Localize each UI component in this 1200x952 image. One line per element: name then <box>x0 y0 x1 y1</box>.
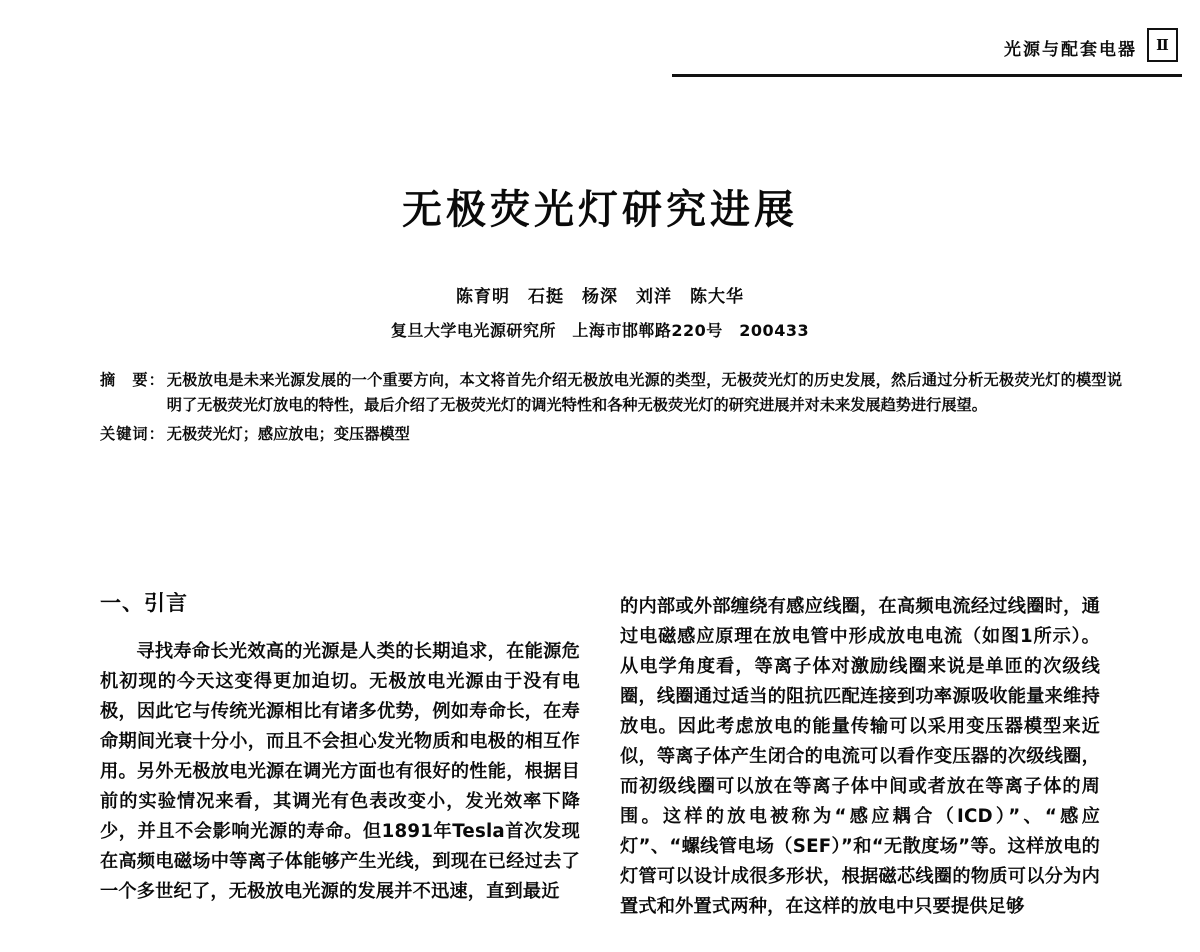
abstract-label: 摘 要： <box>100 371 165 389</box>
section-heading-introduction: 一、引言 <box>100 592 188 615</box>
title-block <box>0 186 1200 341</box>
running-header <box>0 28 1200 78</box>
affiliation-line: 复旦大学电光源研究所 上海市邯郸路220号 200433 <box>390 321 810 340</box>
header-rule <box>672 74 1182 77</box>
keywords-text: 无极荧光灯；感应放电；变压器模型 <box>166 425 410 443</box>
abstract-block <box>100 368 1122 447</box>
abstract-text: 无极放电是未来光源发展的一个重要方向，本文将首先介绍无极放电光源的类型，无极荧光灯的历史发展，然后通过分析无极荧光灯的模型说明了无极荧光灯放电的特性，最后介绍了无极荧光灯的调光特性和各种无极荧光灯的研究进展并对未来发展趋势进行展望。 <box>166 371 1122 414</box>
left-column-paragraph: 寻找寿命长光效高的光源是人类的长期追求，在能源危机初现的今天这变得更加迫切。无极放电光源由于没有电极，因此它与传统光源相比有诸多优势，例如寿命长，在寿命期间光衰十分小，而且不会担心发光物质和电极的相互作用。另外无极放电光源在调光方面也有很好的性能，根据目前的实验情况来看，其调光有色表改变小，发光效率下降少，并且不会影响光源的寿命。但1891年Tesla首次发现在高频电磁场中等离子体能够产生光线，到现在已经过去了一个多世纪了，无极放电光源的发展并不迅速，直到最近 <box>100 641 580 903</box>
right-column <box>620 592 1100 952</box>
right-column-paragraph: 的内部或外部缠绕有感应线圈，在高频电流经过线圈时，通过电磁感应原理在放电管中形成放电电流（如图1所示）。从电学角度看，等离子体对激励线圈来说是单匝的次级线圈，线圈通过适当的阻抗匹配连接到功率源吸收能量来维持放电。因此考虑放电的能量传输可以采用变压器模型来近似，等离子体产生闭合的电流可以看作变压器的次级线圈，而初级线圈可以放在等离子体中间或者放在等离子体的周围。这样的放电被称为“感应耦合（ICD）”、“感应灯”、“螺线管电场（SEF）”和“无散度场”等。这样放电的灯管可以设计成很多形状，根据磁芯线圈的物质可以分为内置式和外置式两种，在这样的放电中只要提供足够 <box>620 596 1100 917</box>
header-content <box>1004 28 1178 64</box>
page-title: 无极荧光灯研究进展 <box>402 187 798 233</box>
running-title: 光源与配套电器 <box>1004 40 1137 60</box>
keywords-row <box>100 422 1122 447</box>
body-columns <box>100 592 1120 952</box>
abstract-row <box>100 368 1122 418</box>
left-column <box>100 592 580 952</box>
keywords-label: 关键词： <box>100 425 165 443</box>
page-number-badge: Ⅱ <box>1147 28 1178 62</box>
author-list: 陈育明 石挺 杨深 刘洋 陈大华 <box>456 287 744 307</box>
